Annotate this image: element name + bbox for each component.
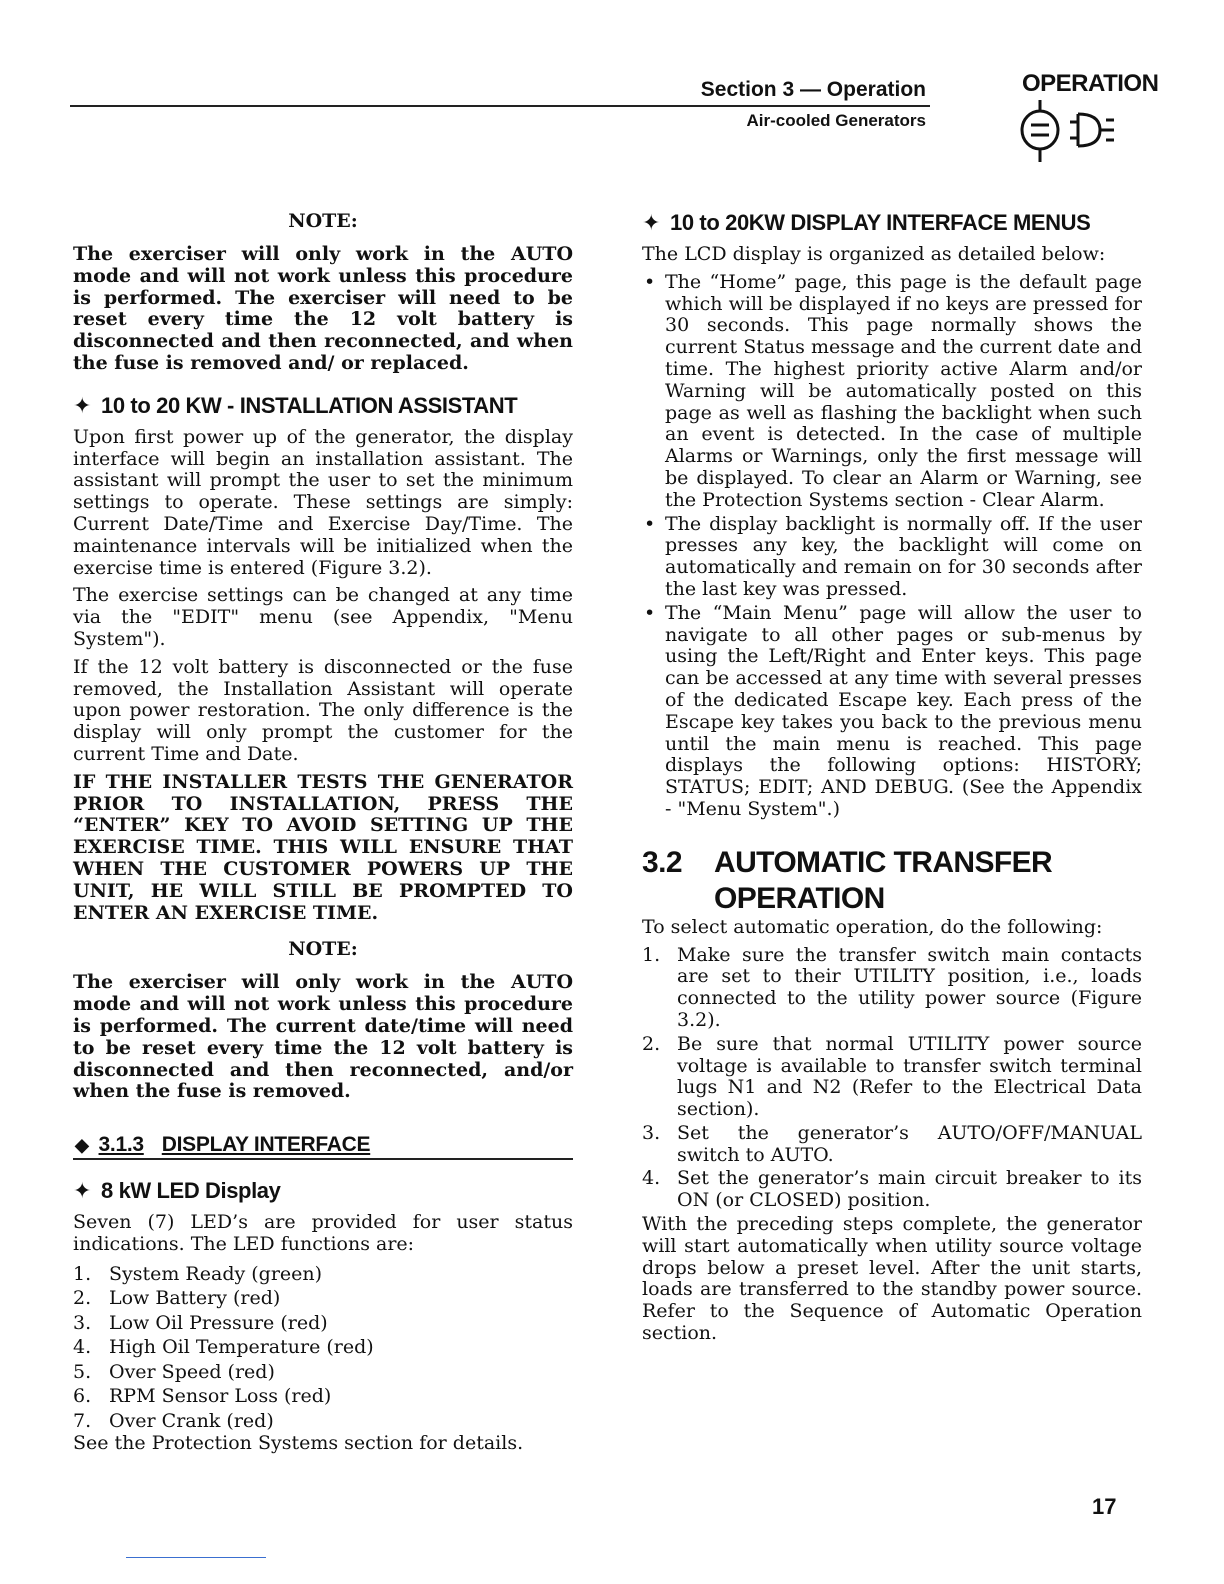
paragraph: To select automatic operation, do the following:: [642, 915, 1103, 938]
installer-warning: IF THE INSTALLER TESTS THE GENERATOR PRIOR TO INSTALLATION, PRESS THE “ENTER” KEY TO AVOID SETTING UP THE EXERCISE TIME. THIS WILL ENSURE THAT WHEN THE CUSTOMER POWERS UP THE UNIT, HE WILL STILL BE PROMPTED TO ENTER AN EXERCISE TIME.: [73, 770, 573, 924]
list-item: 3. Low Oil Pressure (red): [73, 1311, 328, 1334]
list-item: 1. System Ready (green): [73, 1262, 323, 1285]
list-item: 7. Over Crank (red): [73, 1409, 274, 1432]
note-title: NOTE:: [288, 210, 358, 232]
list-item: 4. Set the generator’s main circuit breaker to its ON (or CLOSED) position.: [642, 1167, 1142, 1212]
section-subtitle: Air-cooled Generators: [746, 111, 926, 130]
note-body: The exerciser will only work in the AUTO mode and will not work unless this procedure is performed. The exerciser will need to be reset every time the 12 volt battery is disconnected and then reconnected, and when the fuse is removed and/ or replaced.: [73, 243, 573, 374]
list-item: • The “Main Menu” page will allow the user to navigate to all other pages or sub-menus by using the Left/Right and Enter keys. This page can be accessed at any time with several presses of the dedicated Escape key. Each press of the Escape key takes you back to the previous menu until the main menu is reached. This page displays the following options: HISTORY; STATUS; EDIT; AND DEBUG. (See the Appendix - "Menu System".): [644, 601, 1142, 820]
list-item: • The display backlight is normally off. If the user presses any key, the backlight will come on automatically and remain on for 30 seconds after the last key was pressed.: [644, 512, 1142, 600]
ats-steps: [642, 945, 1142, 1213]
display-menus-heading: ✦ 10 to 20KW DISPLAY INTERFACE MENUS: [642, 210, 1091, 235]
paragraph: If the 12 volt battery is disconnected or the fuse removed, the Installation Assistant will operate upon power restoration. The only difference is the display will only prompt the customer for the current Time and Date.: [73, 655, 573, 765]
list-item: 3. Set the generator’s AUTO/OFF/MANUAL switch to AUTO.: [642, 1121, 1142, 1166]
operation-switch-icon: [1010, 100, 1120, 166]
paragraph: The exercise settings can be changed at any time via the "EDIT" menu (see Appendix, "Menu System").: [73, 584, 573, 650]
bullet-icon: •: [644, 270, 656, 293]
paragraph: With the preceding steps complete, the generator will start automatically when utility source voltage drops below a preset level. After the unit starts, loads are transferred to the standby power source. Refer to the Sequence of Automatic Operation section.: [642, 1213, 1142, 1345]
note-title: NOTE:: [288, 938, 358, 961]
list-item: 5. Over Speed (red): [73, 1360, 275, 1383]
paragraph: Upon first power up of the generator, the display interface will begin an installation assistant. The assistant will prompt the user to set the minimum settings to operate. These settings are simply: Current Date/Time and Exercise Day/Time. The maintenance intervals will be initialized when the exercise time is entered (Figure 3.2).: [73, 425, 573, 579]
star-icon: ✦: [73, 392, 92, 418]
star-icon: ✦: [642, 210, 661, 235]
paragraph: The LCD display is organized as detailed below:: [642, 243, 1106, 265]
menus-list: [642, 272, 1142, 821]
bullet-icon: •: [644, 512, 656, 535]
diamond-icon: ◆: [75, 1135, 89, 1156]
list-item: 1. Make sure the transfer switch main contacts are set to their UTILITY position, i.e., loads connected to the utility power source (Figure 3.2).: [642, 943, 1142, 1031]
header-rule: [70, 105, 930, 107]
left-column: [73, 210, 573, 1461]
bullet-icon: •: [644, 601, 656, 624]
list-item: 2. Be sure that normal UTILITY power source voltage is available to transfer switch terminal lugs N1 and N2 (Refer to the Electrical Data section).: [642, 1032, 1142, 1121]
installation-assistant-heading: ✦ 10 to 20 KW - INSTALLATION ASSISTANT: [73, 392, 518, 418]
right-column: [642, 210, 1142, 1351]
list-item: 4. High Oil Temperature (red): [73, 1336, 374, 1359]
section-title: Section 3 — Operation: [700, 78, 926, 101]
operation-label: OPERATION: [1022, 70, 1159, 97]
paragraph: Seven (7) LED’s are provided for user status indications. The LED functions are:: [73, 1211, 573, 1255]
page-number: 17: [1092, 1494, 1117, 1519]
automatic-transfer-heading: 3.2 AUTOMATIC TRANSFER OPERATION: [642, 845, 1053, 915]
note-body: The exerciser will only work in the AUTO mode and will not work unless this procedure is performed. The current date/time will need to be reset every time the 12 volt battery is disconnected and then reconnected, and/or when the fuse is removed.: [73, 971, 573, 1103]
star-icon: ✦: [73, 1178, 92, 1204]
list-item: 6. RPM Sensor Loss (red): [73, 1385, 332, 1408]
list-item: • The “Home” page, this page is the default page which will be displayed if no keys are pressed for 30 seconds. This page normally shows the current Status message and the current date and time. The highest priority active Alarm and/or Warning will be automatically posted on this page as well as flashing the backlight when such an event is detected. In the case of multiple Alarms or Warnings, only the first message will be displayed. To clear an Alarm or Warning, see the Protection Systems section - Clear Alarm.: [644, 270, 1142, 511]
list-item: 2. Low Battery (red): [73, 1287, 281, 1310]
led-display-heading: ✦ 8 kW LED Display: [73, 1178, 281, 1204]
paragraph: See the Protection Systems section for details.: [73, 1432, 524, 1455]
footer-line: [126, 1557, 266, 1558]
display-interface-heading: ◆ 3.1.3 DISPLAY INTERFACE: [73, 1133, 573, 1160]
led-list: [73, 1262, 573, 1434]
